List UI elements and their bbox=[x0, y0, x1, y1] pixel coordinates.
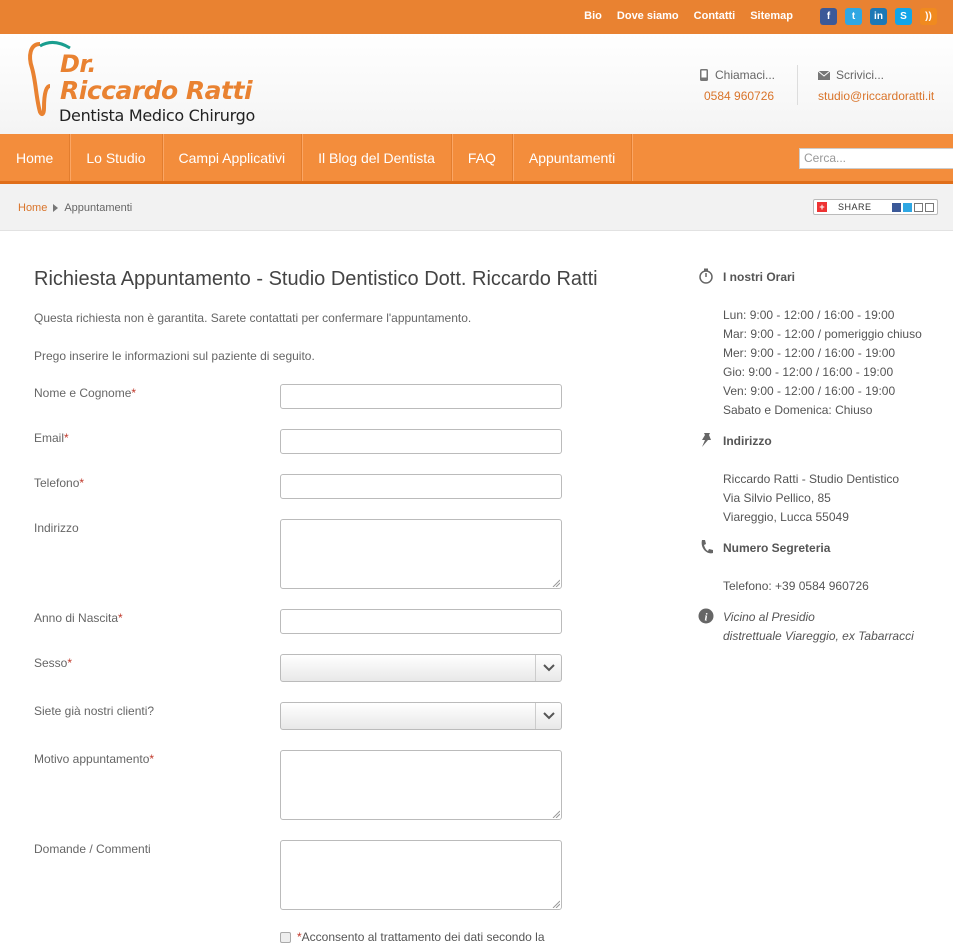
address-line: Via Silvio Pellico, 85 bbox=[723, 491, 831, 505]
nav-campi-applicativi[interactable]: Campi Applicativi bbox=[163, 134, 303, 181]
contact-phone bbox=[699, 68, 775, 103]
resize-grip-icon[interactable] bbox=[552, 900, 560, 908]
search-input[interactable]: Cerca... bbox=[799, 148, 953, 169]
breadcrumb-current: Appuntamenti bbox=[64, 202, 133, 214]
logo-dr: Dr. bbox=[60, 50, 96, 78]
nav-faq[interactable]: FAQ bbox=[452, 134, 513, 181]
rss-icon[interactable]: )) bbox=[920, 8, 937, 25]
top-link-dove-siamo[interactable]: Dove siamo bbox=[616, 10, 679, 22]
info-line: distrettuale Viareggio, ex Tabarracci bbox=[723, 629, 914, 643]
chevron-down-icon bbox=[543, 712, 555, 720]
top-link-contatti[interactable]: Contatti bbox=[693, 10, 736, 22]
skype-icon[interactable]: S bbox=[895, 8, 912, 25]
label-nome: Nome e Cognome* bbox=[34, 386, 137, 400]
phone-icon bbox=[699, 69, 709, 81]
anno-nascita-input[interactable] bbox=[280, 609, 562, 634]
more-icon bbox=[925, 203, 934, 212]
mail-label: Scrivici... bbox=[836, 68, 884, 82]
consent-checkbox[interactable] bbox=[280, 932, 291, 943]
resize-grip-icon[interactable] bbox=[552, 579, 560, 587]
linkedin-icon[interactable]: in bbox=[870, 8, 887, 25]
chevron-right-icon bbox=[53, 204, 58, 212]
top-links bbox=[584, 10, 793, 22]
consent-text: *Acconsento al trattamento dei dati secondo la bbox=[297, 930, 545, 944]
nav-appuntamenti[interactable]: Appuntamenti bbox=[513, 134, 632, 181]
logo-subtitle: Dentista Medico Chirurgo bbox=[59, 106, 255, 125]
email-icon bbox=[914, 203, 923, 212]
mail-address[interactable]: studio@riccardoratti.it bbox=[818, 89, 935, 103]
resize-grip-icon[interactable] bbox=[552, 810, 560, 818]
consent-row bbox=[280, 930, 545, 944]
label-sesso: Sesso* bbox=[34, 656, 73, 670]
nome-cognome-input[interactable] bbox=[280, 384, 562, 409]
site-header bbox=[0, 34, 953, 134]
hours-line: Mar: 9:00 - 12:00 / pomeriggio chiuso bbox=[723, 327, 922, 341]
twitter-icon bbox=[903, 203, 912, 212]
breadcrumb-bar bbox=[0, 184, 953, 231]
indirizzo-textarea[interactable] bbox=[280, 519, 562, 589]
label-email: Email* bbox=[34, 431, 69, 445]
label-domande: Domande / Commenti bbox=[34, 842, 151, 856]
facebook-icon bbox=[892, 203, 901, 212]
address-title: Indirizzo bbox=[723, 434, 772, 448]
share-button[interactable] bbox=[813, 199, 938, 215]
phone-title: Numero Segreteria bbox=[723, 541, 831, 555]
telephone-icon bbox=[699, 539, 713, 555]
top-bar bbox=[0, 0, 953, 34]
motivo-textarea[interactable] bbox=[280, 750, 562, 820]
nav-blog[interactable]: Il Blog del Dentista bbox=[302, 134, 452, 181]
clienti-select[interactable] bbox=[280, 702, 562, 730]
sesso-select[interactable] bbox=[280, 654, 562, 682]
facebook-icon[interactable]: f bbox=[820, 8, 837, 25]
intro-text-2: Prego inserire le informazioni sul paziente di seguito. bbox=[34, 349, 315, 363]
telefono-input[interactable] bbox=[280, 474, 562, 499]
label-telefono: Telefono* bbox=[34, 476, 85, 490]
main-nav bbox=[0, 134, 953, 184]
hours-line: Gio: 9:00 - 12:00 / 16:00 - 19:00 bbox=[723, 365, 894, 379]
nav-lo-studio[interactable]: Lo Studio bbox=[70, 134, 162, 181]
email-input[interactable] bbox=[280, 429, 562, 454]
domande-textarea[interactable] bbox=[280, 840, 562, 910]
contact-mail bbox=[818, 68, 934, 103]
svg-text:i: i bbox=[704, 611, 708, 624]
hours-line: Lun: 9:00 - 12:00 / 16:00 - 19:00 bbox=[723, 308, 895, 322]
top-link-sitemap[interactable]: Sitemap bbox=[750, 10, 793, 22]
hours-title: I nostri Orari bbox=[723, 270, 796, 284]
contact-divider bbox=[797, 65, 798, 105]
sidebar-phone: Telefono: +39 0584 960726 bbox=[723, 579, 869, 593]
top-link-bio[interactable]: Bio bbox=[584, 10, 602, 22]
info-line: Vicino al Presidio bbox=[723, 610, 815, 624]
breadcrumb-home[interactable]: Home bbox=[18, 202, 48, 214]
label-clienti: Siete già nostri clienti? bbox=[34, 704, 155, 718]
social-icons bbox=[820, 8, 937, 25]
nav-home[interactable]: Home bbox=[0, 134, 70, 181]
twitter-icon[interactable]: t bbox=[845, 8, 862, 25]
page-title: Richiesta Appuntamento - Studio Dentistico Dott. Riccardo Ratti bbox=[34, 268, 598, 290]
share-label: SHARE bbox=[838, 202, 872, 212]
hours-line: Sabato e Domenica: Chiuso bbox=[723, 403, 873, 417]
pushpin-icon bbox=[699, 432, 713, 448]
label-anno-nascita: Anno di Nascita* bbox=[34, 611, 123, 625]
logo-name: Riccardo Ratti bbox=[60, 76, 253, 105]
chevron-down-icon bbox=[543, 664, 555, 672]
phone-number[interactable]: 0584 960726 bbox=[704, 89, 775, 103]
breadcrumb bbox=[18, 202, 132, 214]
label-motivo: Motivo appuntamento* bbox=[34, 752, 155, 766]
address-line: Riccardo Ratti - Studio Dentistico bbox=[723, 472, 900, 486]
hours-line: Mer: 9:00 - 12:00 / 16:00 - 19:00 bbox=[723, 346, 896, 360]
intro-text: Questa richiesta non è garantita. Sarete contattati per confermare l'appuntamento. bbox=[34, 311, 472, 325]
address-line: Viareggio, Lucca 55049 bbox=[723, 510, 849, 524]
hours-line: Ven: 9:00 - 12:00 / 16:00 - 19:00 bbox=[723, 384, 896, 398]
site-logo[interactable] bbox=[26, 38, 256, 126]
envelope-icon bbox=[818, 71, 830, 80]
plus-icon: + bbox=[817, 202, 827, 212]
stopwatch-icon bbox=[698, 268, 714, 284]
phone-label: Chiamaci... bbox=[715, 68, 776, 82]
info-icon bbox=[698, 608, 714, 624]
label-indirizzo: Indirizzo bbox=[34, 521, 79, 535]
main-content bbox=[34, 268, 654, 363]
